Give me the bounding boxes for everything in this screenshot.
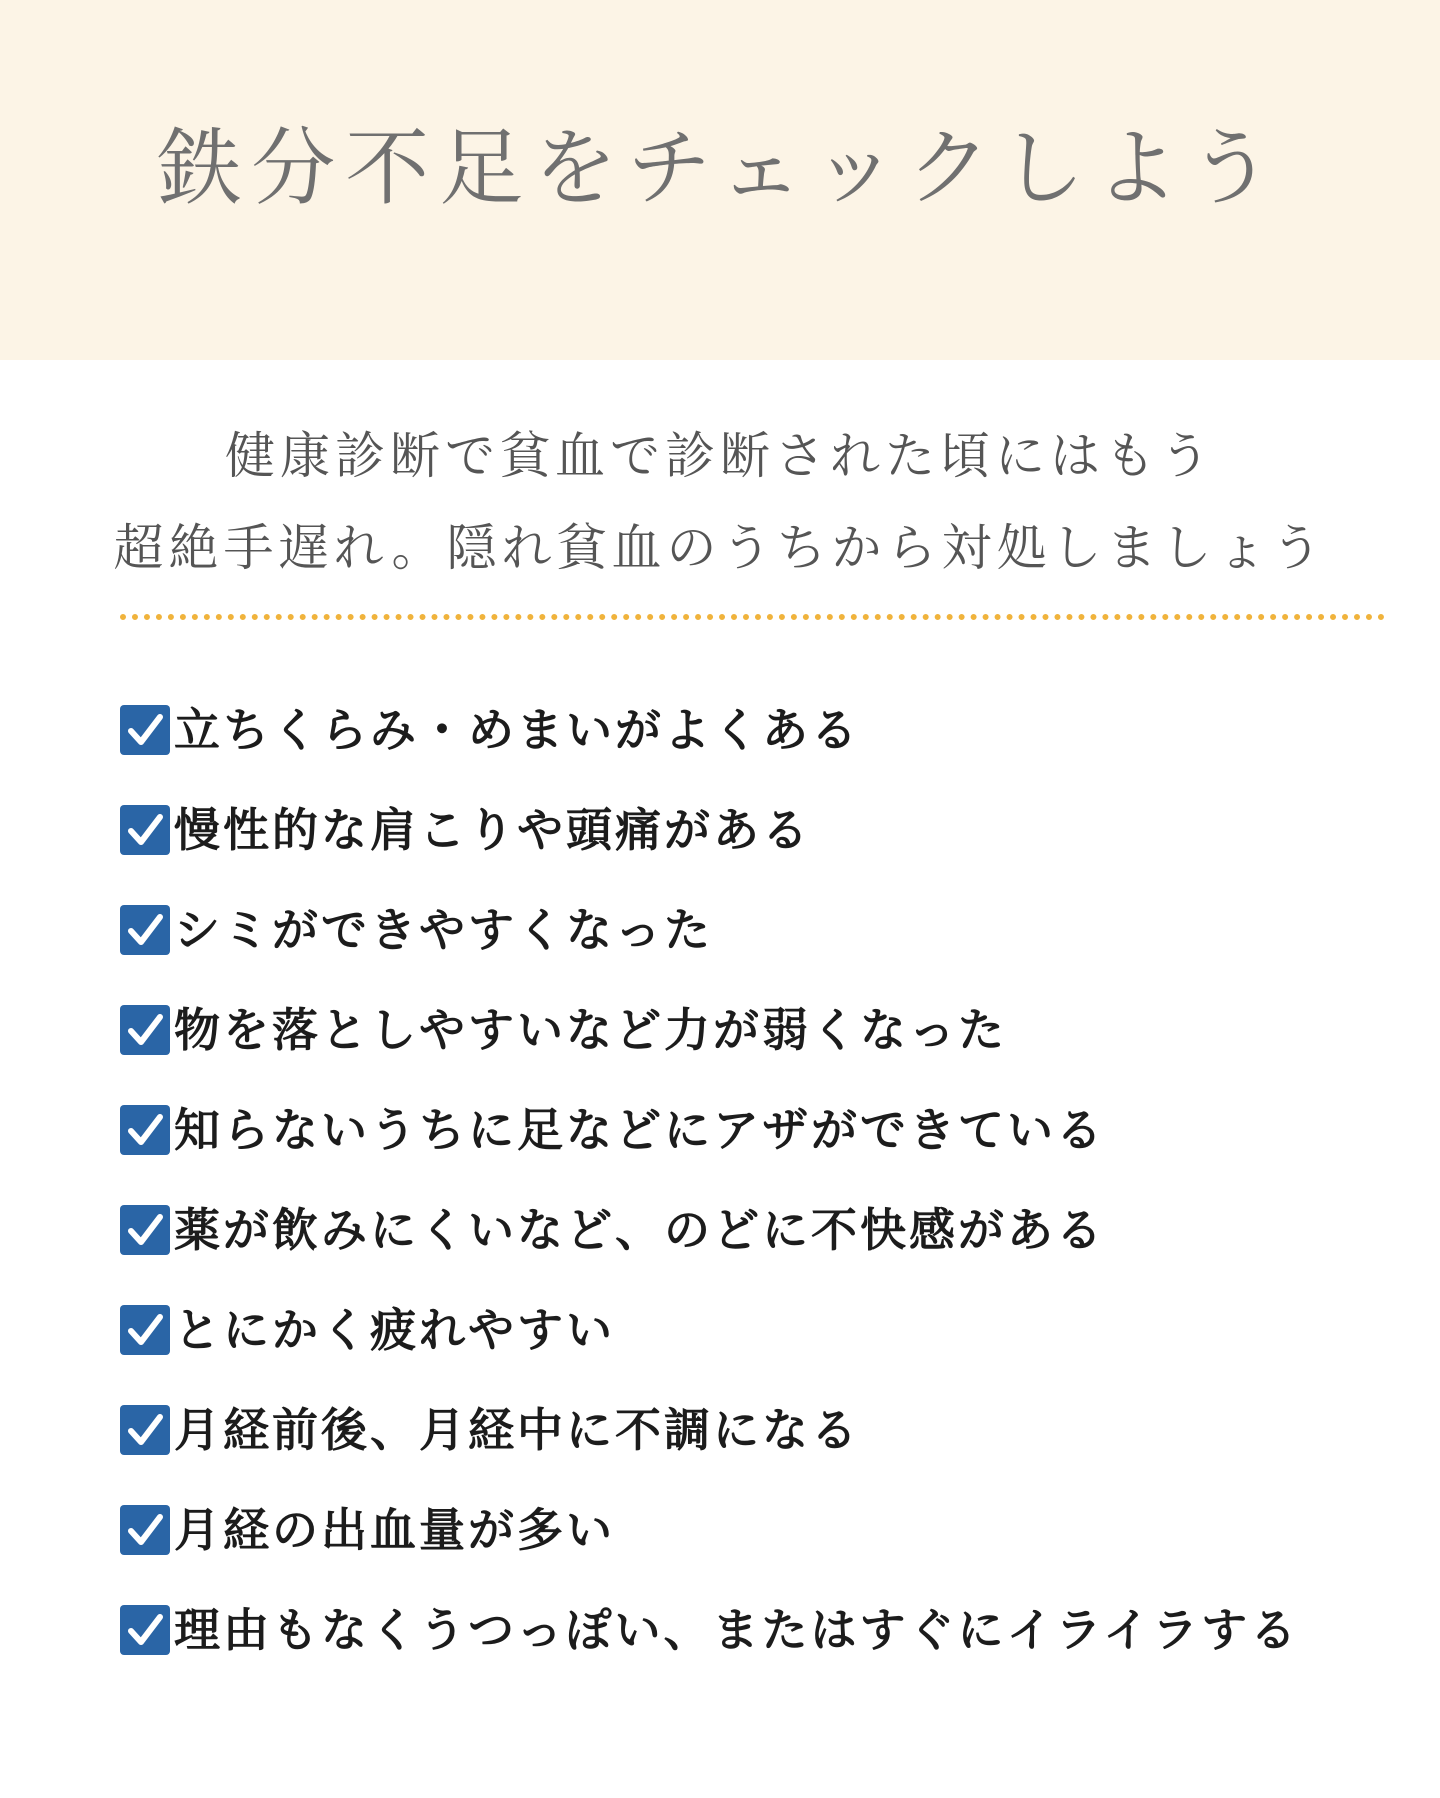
page-title: 鉄分不足をチェックしよう [157,119,1283,217]
checklist-item [120,1480,1400,1580]
checklist-item [120,980,1400,1080]
checked-checkbox-icon [120,1005,170,1055]
checked-checkbox-icon [120,1105,170,1155]
checklist-item [120,1080,1400,1180]
checklist-item-label: 月経前後、月経中に不調になる [174,1403,860,1457]
checklist-item-label: 月経の出血量が多い [174,1503,615,1557]
header-banner [0,0,1440,360]
checked-checkbox-icon [120,1505,170,1555]
subtitle-line-1: 健康診断で貧血で診断された頃にはもう [225,427,1215,485]
checklist-item [120,1580,1400,1680]
checklist [120,680,1400,1680]
checklist-item-label: シミができやすくなった [174,903,713,957]
dotted-divider [120,614,1385,620]
checklist-item-label: 薬が飲みにくいなど、のどに不快感がある [174,1203,1105,1257]
checked-checkbox-icon [120,1405,170,1455]
checked-checkbox-icon [120,705,170,755]
checklist-item [120,1380,1400,1480]
checklist-item [120,680,1400,780]
checklist-item-label: 慢性的な肩こりや頭痛がある [174,803,811,857]
checklist-item [120,880,1400,980]
checklist-item-label: 理由もなくうつっぽい、またはすぐにイライラする [174,1603,1300,1657]
checked-checkbox-icon [120,1305,170,1355]
checklist-item-label: 立ちくらみ・めまいがよくある [174,703,860,757]
checked-checkbox-icon [120,1205,170,1255]
checked-checkbox-icon [120,1605,170,1655]
checklist-item [120,1280,1400,1380]
checklist-item [120,780,1400,880]
checked-checkbox-icon [120,805,170,855]
checklist-item-label: 知らないうちに足などにアザができている [174,1103,1105,1157]
checklist-item [120,1180,1400,1280]
subtitle-line-2: 超絶手遅れ。隠れ貧血のうちから対処しましょう [113,519,1327,577]
checklist-item-label: とにかく疲れやすい [174,1303,615,1357]
checked-checkbox-icon [120,905,170,955]
subtitle [0,410,1440,594]
checklist-item-label: 物を落としやすいなど力が弱くなった [174,1003,1007,1057]
